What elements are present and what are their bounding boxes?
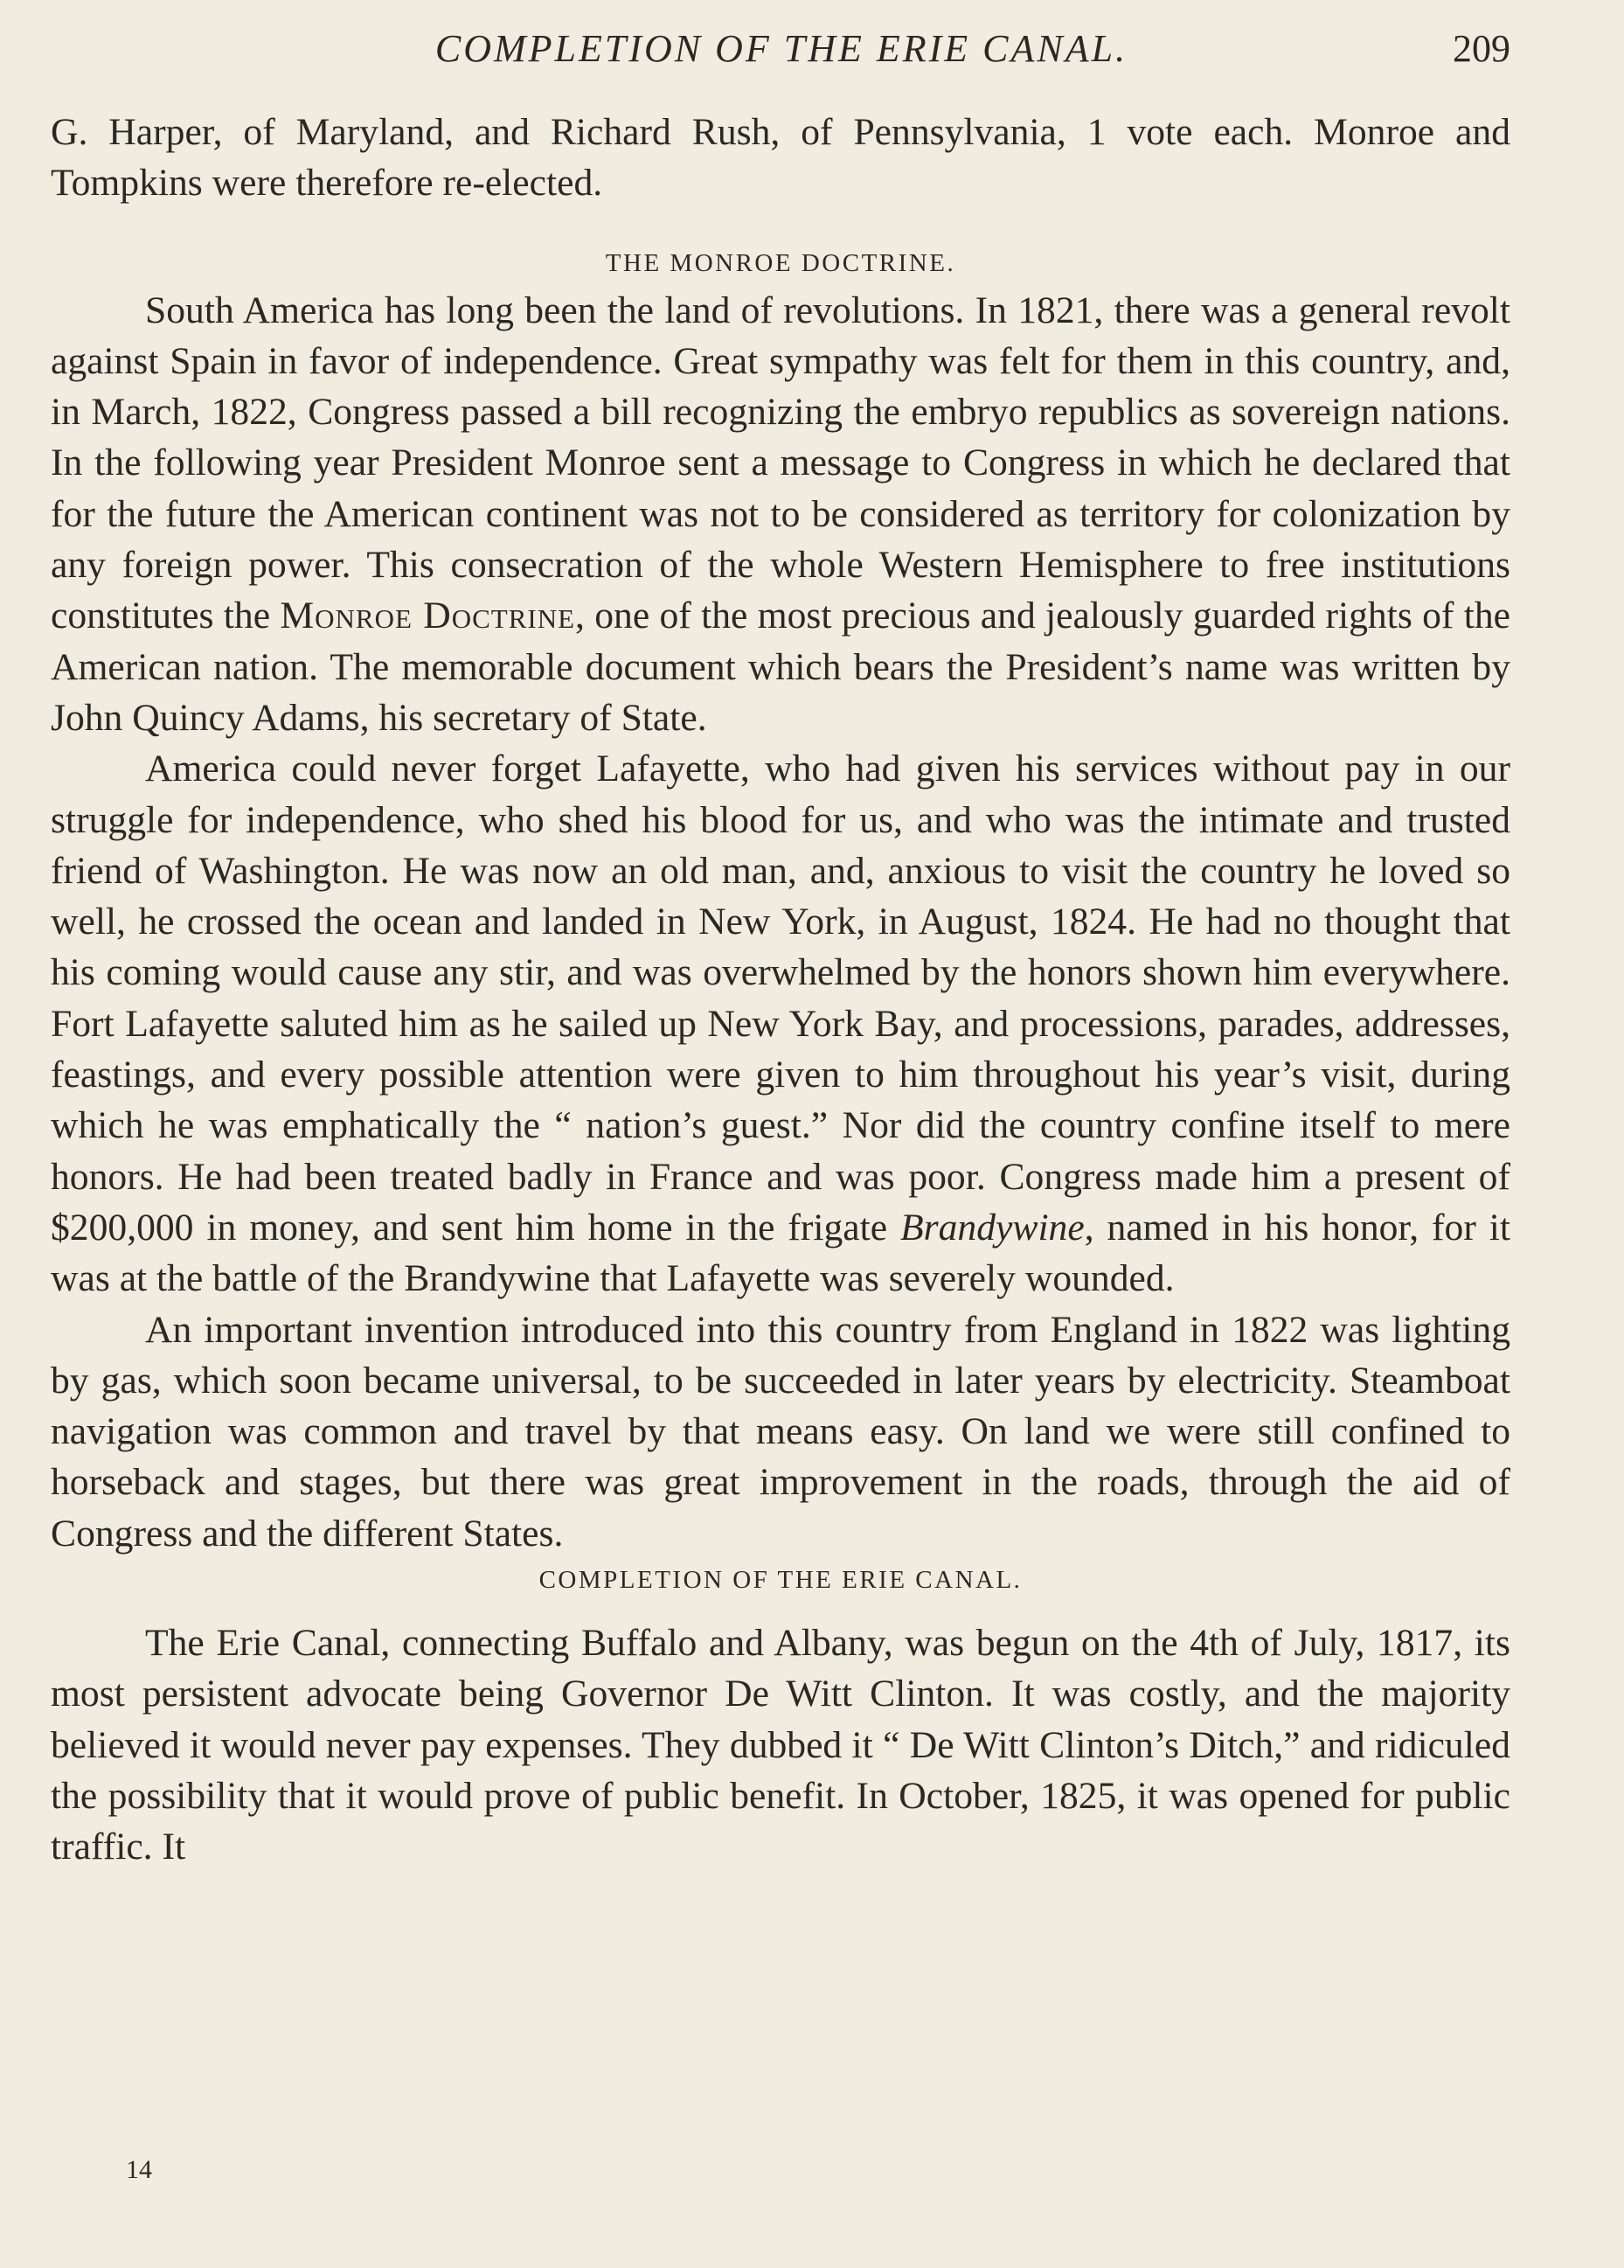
paragraph-text: , one of the most precious and jealously guarded rights of the American nation. The memorable document which bears the President’s name was written by John Quincy Adams, his secretary of State. <box>51 595 1510 739</box>
page-number: 209 <box>1453 27 1510 70</box>
section-heading-monroe-doctrine: THE MONROE DOCTRINE. <box>605 248 956 277</box>
paragraph-text: , named in his honor, for it was at the battle of the Brandywine that Lafayette was severely wounded. <box>51 1206 1510 1300</box>
paragraph-erie-canal: The Erie Canal, connecting Buffalo and Albany, was begun on the 4th of July, 1817, its most persistent advocate being Governor De Witt Clinton. It was costly, and the majority believed it would never pay expenses. They dubbed it “ De Witt Clinton’s Ditch,” and ridiculed the possibility that it would prove of public benefit. In October, 1825, it was opened for public traffic. It <box>51 1622 1510 1868</box>
running-head <box>52 26 1510 79</box>
signature-mark: 14 <box>126 2155 152 2184</box>
paragraph-south-america <box>51 285 1510 744</box>
running-title: COMPLETION OF THE ERIE CANAL. <box>434 27 1128 70</box>
paragraph-lafayette <box>51 743 1510 1304</box>
paragraph-gas-lighting: An important invention introduced into this country from England in 1822 was lighting by gas, which soon became universal, to be succeeded in later years by electricity. Steamboat navigation was common and travel by that means easy. On land we were still confined to horseback and stages, but there was great improvement in the roads, through the aid of Congress and the different States. <box>51 1308 1510 1555</box>
brandywine-italic: Brandywine <box>900 1206 1085 1249</box>
monroe-doctrine-emphasis: Monroe Doctrine <box>280 595 576 637</box>
paragraph-text: South America has long been the land of revolutions. In 1821, there was a general revolt against Spain in favor of independence. Great sympathy was felt for them in this country, and, in March, 1822, Congress passed a bill recognizing the embryo republics as sovereign nations. In the following year President Monroe sent a message to Congress in which he declared that for the future the American continent was not to be considered as territory for colonization by any foreign power. This consecration of the whole Western Hemisphere to free institutions constitutes the <box>51 289 1510 637</box>
section-heading-erie-canal: COMPLETION OF THE ERIE CANAL. <box>538 1566 1023 1595</box>
continuation-paragraph: G. Harper, of Maryland, and Richard Rush, of Pennsylvania, 1 vote each. Monroe and Tompkins were therefore re-elected. <box>51 111 1510 205</box>
page-body <box>51 107 1510 1873</box>
paragraph-text: America could never forget Lafayette, who had given his services without pay in our struggle for independence, who shed his blood for us, and who was the intimate and trusted friend of Washington. He was now an old man, and, anxious to visit the country he loved so well, he crossed the ocean and landed in New York, in August, 1824. He had no thought that his coming would cause any stir, and was overwhelmed by the honors shown him everywhere. Fort Lafayette saluted him as he sailed up New York Bay, and processions, parades, addresses, feastings, and every possible attention were given to him throughout his year’s visit, during which he was emphatically the “ nation’s guest.” Nor did the country confine itself to mere honors. He had been treated badly in France and was poor. Congress made him a present of $200,000 in money, and sent him home in the frigate <box>51 748 1510 1249</box>
